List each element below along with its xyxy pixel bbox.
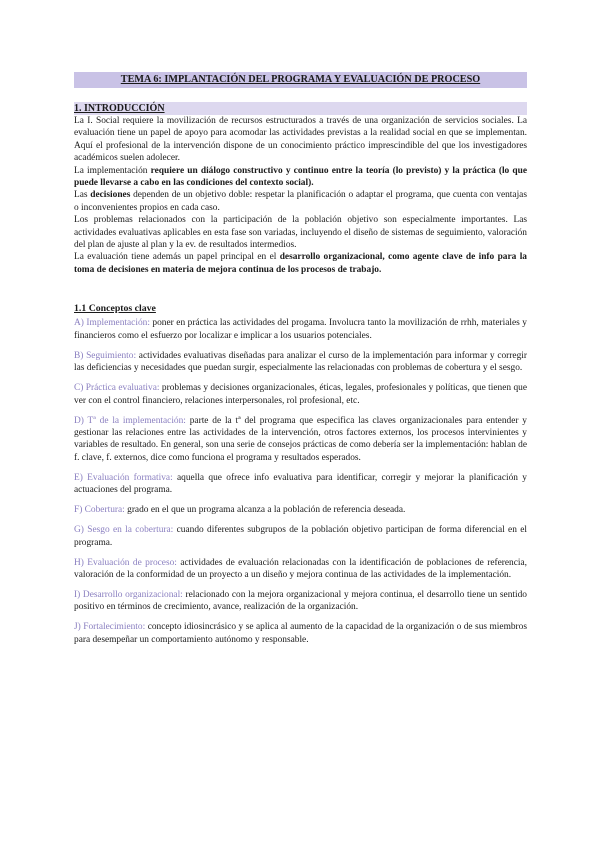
concept-definition: problemas y decisiones organizacionales, éticas, legales, profesionales y políticas, que tienen que ver con el control financiero, relaciones interpersonales, rol profesional, etc. [74, 383, 527, 406]
concept-term: D) Tª de la implementación: [74, 415, 186, 426]
concept-item [74, 524, 527, 549]
intro-paragraph-2 [74, 165, 527, 190]
concept-term: F) Cobertura: [74, 505, 125, 516]
concept-item [74, 472, 527, 497]
concept-term: H) Evaluación de proceso: [74, 557, 177, 568]
concept-item [74, 621, 527, 646]
section-heading-conceptos-clave: 1.1 Conceptos clave [74, 303, 156, 315]
concept-definition: cuando diferentes subgrupos de la población objetivo participan de forma diferencial en el programa. [74, 525, 528, 548]
concept-definition: parte de la tª del programa que especifica las claves organizacionales para entender y gestionar las relaciones entre las actividades de la intervención, otros factores externos, los procesos intervinientes y variables de resultado. En general, son una serie de consejos prácticas de como debería ser la implementación: hablan de f. clave, f. externos, dice como funciona el programa y resultados esperados. [74, 415, 527, 463]
concept-term: B) Seguimiento: [74, 350, 137, 361]
concept-definition: grado en el que un programa alcanza a la población de referencia deseada. [124, 505, 406, 516]
concept-item [74, 557, 527, 582]
concept-definition: aquella que ofrece info evaluativa para identificar, corregir y mejorar la planificación y actuaciones del programa. [74, 472, 527, 496]
concept-item [74, 415, 527, 465]
section-heading-introduccion: 1. INTRODUCCIÓN [74, 102, 527, 115]
concept-definition: poner en práctica las actividades del progama. Involucra tanto la movilización de rrhh, materiales y financieros como el esfuerzo por localizar e implicar a los usuarios potenciales. [74, 318, 527, 341]
intro-paragraph-3-rest: dependen de un objetivo doble: respetar la planificación o adaptar el programa, que cuenta con ventajas o inconvenientes propios en cada caso. [74, 190, 527, 213]
concept-item [74, 504, 527, 516]
concept-definition: relacionado con la mejora organizacional y mejora continua, el desarrollo tiene un sentido positivo en términos de crecimiento, avance, realización de la organización. [74, 589, 527, 613]
concept-definition: actividades evaluativas diseñadas para analizar el curso de la implementación para informar y corregir las deficiencias y necesidades que puedan surgir, especialmente las relacionadas con problemas de cobertura y el sesgo. [74, 350, 528, 374]
intro-paragraph-3 [74, 189, 527, 214]
concept-definition: concepto idiosincrásico y se aplica al aumento de la capacidad de la organización o de sus miembros para desempeñar un comportamiento autónomo y responsable. [74, 622, 528, 645]
intro-paragraph-4: Los problemas relacionados con la participación de la población objetivo son especialmente importantes. Las actividades evaluativas aplicables en esta fase son variadas, incluyendo el diseño de sistemas de seguimiento, valoración del plan de ajuste al plan y la ev. de resultados intermedios. [74, 215, 527, 251]
document-title: TEMA 6: IMPLANTACIÓN DEL PROGRAMA Y EVALUACIÓN DE PROCESO [74, 72, 527, 88]
intro-paragraph-2-text: La implementación [74, 165, 151, 176]
intro-paragraph-5-bold: desarrollo organizacional, como agente clave de info para la toma de decisiones en materia de mejora continua de los procesos de trabajo. [74, 252, 527, 275]
concept-term: G) Sesgo en la cobertura: [74, 525, 174, 536]
concept-term: E) Evaluación formativa: [74, 472, 173, 483]
intro-paragraph-2-bold: requiere un diálogo constructivo y continuo entre la teoría (lo previsto) y la práctica (lo que puede llevarse a cabo en las condiciones del contexto social). [74, 165, 527, 189]
concept-item [74, 350, 527, 375]
concept-item [74, 382, 527, 407]
concept-item [74, 317, 527, 342]
concept-item [74, 589, 527, 614]
concept-term: J) Fortalecimiento: [74, 622, 146, 633]
concept-term: I) Desarrollo organizacional: [74, 589, 183, 600]
concept-definition: actividades de evaluación relacionadas con la identificación de poblaciones de referencia, valoración de la conformidad de un proyecto a un diseño y mejora continua de las actividades de la implementación. [74, 557, 528, 580]
intro-paragraph-3-text: Las [74, 190, 91, 201]
concept-term: C) Práctica evaluativa: [74, 383, 160, 394]
intro-paragraph-5 [74, 251, 527, 276]
intro-paragraph-1: La I. Social requiere la movilización de recursos estructurados a través de una organización de servicios sociales. La evaluación tiene un papel de apoyo para acomodar las actividades previstas a la realidad social en que se implementan. Aquí el profesional de la intervención dispone de un conocimiento práctico imprescindible del que los investigadores académicos suelen adolecer. [74, 116, 527, 164]
intro-paragraph-3-bold: decisiones [90, 190, 131, 201]
concept-term: A) Implementación: [74, 318, 150, 329]
section-spacer [74, 276, 527, 303]
intro-paragraph-5-text: La evaluación tiene además un papel principal en el [74, 252, 280, 263]
